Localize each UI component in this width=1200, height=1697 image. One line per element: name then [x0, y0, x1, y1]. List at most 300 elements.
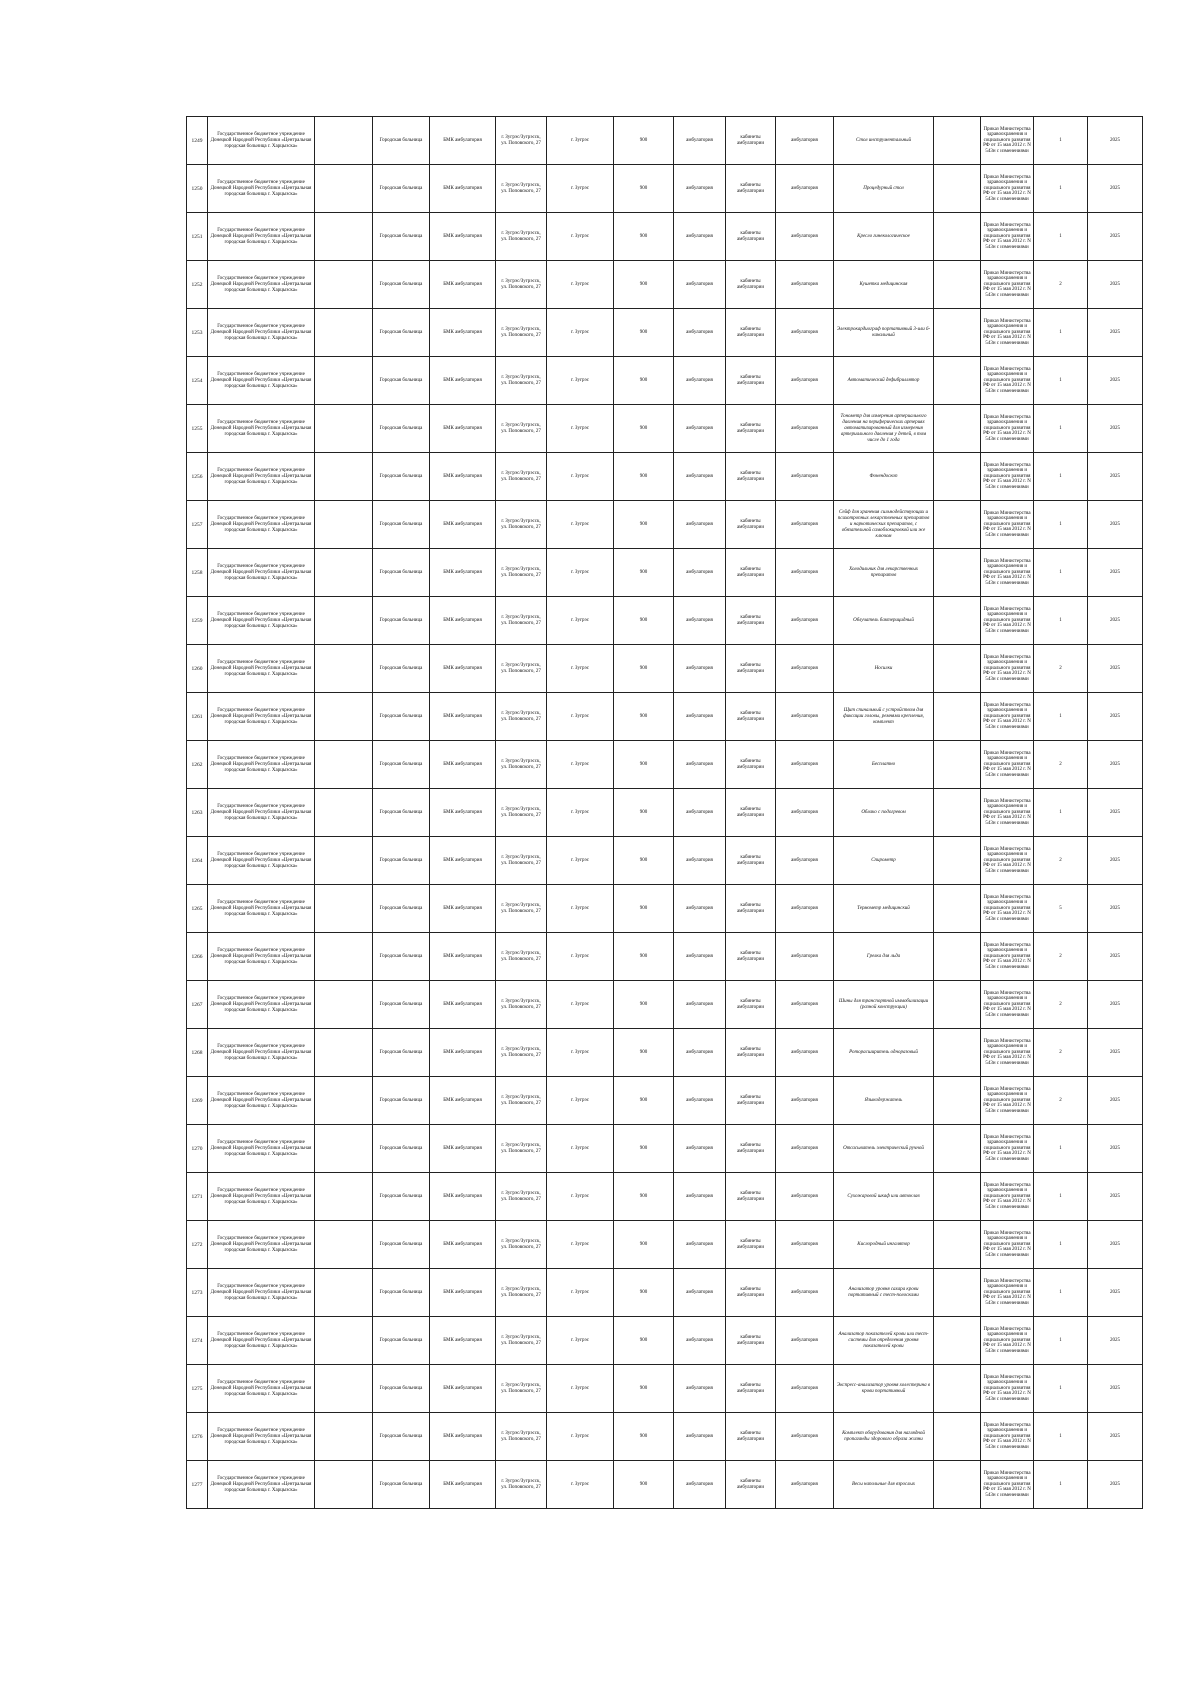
settlement-cell: г. Зугрэс	[547, 165, 614, 213]
institution-cell: Государственное бюджетное учреждение Донецкой Народной Республики «Центральная городская больница г. Харцызска»	[208, 645, 315, 693]
room-cell: кабинеты амбулатории	[726, 117, 776, 165]
table-row	[187, 213, 1143, 261]
table-row	[187, 1125, 1143, 1173]
empty-cell	[315, 1221, 373, 1269]
unit-cell: амбулатория	[674, 933, 726, 981]
department-cell: амбулатория	[776, 117, 834, 165]
facility-type-cell: Городская больница	[373, 405, 430, 453]
row-number-cell: 1254	[187, 357, 208, 405]
equipment-name-cell: Стол инструментальный	[834, 117, 934, 165]
empty-cell	[315, 1413, 373, 1461]
table-row	[187, 645, 1143, 693]
code-cell: 900	[614, 165, 674, 213]
room-cell: кабинеты амбулатории	[726, 1365, 776, 1413]
room-cell: кабинеты амбулатории	[726, 789, 776, 837]
room-cell: кабинеты амбулатории	[726, 309, 776, 357]
institution-cell: Государственное бюджетное учреждение Донецкой Народной Республики «Центральная городская больница г. Харцызска»	[208, 405, 315, 453]
institution-cell: Государственное бюджетное учреждение Донецкой Народной Республики «Центральная городская больница г. Харцызска»	[208, 357, 315, 405]
department-cell: амбулатория	[776, 789, 834, 837]
empty-cell	[934, 981, 981, 1029]
division-cell: БМК амбулатория	[430, 1125, 496, 1173]
settlement-cell: г. Зугрэс	[547, 1365, 614, 1413]
facility-type-cell: Городская больница	[373, 1269, 430, 1317]
row-number-cell: 1269	[187, 1077, 208, 1125]
unit-cell: амбулатория	[674, 1365, 726, 1413]
equipment-name-cell: Кислородный ингалятор	[834, 1221, 934, 1269]
unit-cell: амбулатория	[674, 549, 726, 597]
code-cell: 900	[614, 1269, 674, 1317]
settlement-cell: г. Зугрэс	[547, 1125, 614, 1173]
empty-cell	[934, 933, 981, 981]
institution-cell: Государственное бюджетное учреждение Донецкой Народной Республики «Центральная городская больница г. Харцызска»	[208, 885, 315, 933]
legal-basis-cell: Приказ Министерства здравоохранения и социального развития РФ от 15 мая 2012 г. N 543н с изменениями	[981, 405, 1034, 453]
legal-basis-cell: Приказ Министерства здравоохранения и социального развития РФ от 15 мая 2012 г. N 543н с изменениями	[981, 1461, 1034, 1509]
code-cell: 900	[614, 1413, 674, 1461]
empty-cell	[934, 405, 981, 453]
row-number-cell: 1261	[187, 693, 208, 741]
institution-cell: Государственное бюджетное учреждение Донецкой Народной Республики «Центральная городская больница г. Харцызска»	[208, 597, 315, 645]
quantity-cell: 1	[1034, 1173, 1088, 1221]
quantity-cell: 1	[1034, 501, 1088, 549]
department-cell: амбулатория	[776, 981, 834, 1029]
facility-type-cell: Городская больница	[373, 117, 430, 165]
room-cell: кабинеты амбулатории	[726, 165, 776, 213]
division-cell: БМК амбулатория	[430, 981, 496, 1029]
institution-cell: Государственное бюджетное учреждение Донецкой Народной Республики «Центральная городская больница г. Харцызска»	[208, 1461, 315, 1509]
equipment-name-cell: Фонендоскоп	[834, 453, 934, 501]
room-cell: кабинеты амбулатории	[726, 261, 776, 309]
quantity-cell: 2	[1034, 981, 1088, 1029]
division-cell: БМК амбулатория	[430, 549, 496, 597]
legal-basis-cell: Приказ Министерства здравоохранения и социального развития РФ от 15 мая 2012 г. N 543н с изменениями	[981, 117, 1034, 165]
row-number-cell: 1263	[187, 789, 208, 837]
facility-type-cell: Городская больница	[373, 645, 430, 693]
legal-basis-cell: Приказ Министерства здравоохранения и социального развития РФ от 15 мая 2012 г. N 543н с изменениями	[981, 213, 1034, 261]
room-cell: кабинеты амбулатории	[726, 741, 776, 789]
unit-cell: амбулатория	[674, 981, 726, 1029]
settlement-cell: г. Зугрэс	[547, 501, 614, 549]
room-cell: кабинеты амбулатории	[726, 1077, 776, 1125]
division-cell: БМК амбулатория	[430, 693, 496, 741]
code-cell: 900	[614, 597, 674, 645]
address-cell: г. Зугрэс/Зугрэсск, ул. Поповского, 27	[496, 453, 547, 501]
legal-basis-cell: Приказ Министерства здравоохранения и социального развития РФ от 15 мая 2012 г. N 543н с изменениями	[981, 981, 1034, 1029]
empty-cell	[315, 1269, 373, 1317]
settlement-cell: г. Зугрэс	[547, 837, 614, 885]
code-cell: 900	[614, 837, 674, 885]
division-cell: БМК амбулатория	[430, 597, 496, 645]
facility-type-cell: Городская больница	[373, 1077, 430, 1125]
settlement-cell: г. Зугрэс	[547, 789, 614, 837]
unit-cell: амбулатория	[674, 885, 726, 933]
table-row	[187, 885, 1143, 933]
table-row	[187, 1413, 1143, 1461]
unit-cell: амбулатория	[674, 837, 726, 885]
row-number-cell: 1251	[187, 213, 208, 261]
division-cell: БМК амбулатория	[430, 1173, 496, 1221]
division-cell: БМК амбулатория	[430, 357, 496, 405]
department-cell: амбулатория	[776, 837, 834, 885]
row-number-cell: 1276	[187, 1413, 208, 1461]
legal-basis-cell: Приказ Министерства здравоохранения и социального развития РФ от 15 мая 2012 г. N 543н с изменениями	[981, 1413, 1034, 1461]
department-cell: амбулатория	[776, 1029, 834, 1077]
year-cell: 2025	[1088, 1413, 1143, 1461]
equipment-name-cell: Спирометр	[834, 837, 934, 885]
empty-cell	[315, 1173, 373, 1221]
room-cell: кабинеты амбулатории	[726, 453, 776, 501]
empty-cell	[315, 453, 373, 501]
empty-cell	[315, 501, 373, 549]
table-row	[187, 1461, 1143, 1509]
division-cell: БМК амбулатория	[430, 789, 496, 837]
legal-basis-cell: Приказ Министерства здравоохранения и социального развития РФ от 15 мая 2012 г. N 543н с изменениями	[981, 1221, 1034, 1269]
empty-cell	[315, 1077, 373, 1125]
address-cell: г. Зугрэс/Зугрэсск, ул. Поповского, 27	[496, 1413, 547, 1461]
address-cell: г. Зугрэс/Зугрэсск, ул. Поповского, 27	[496, 405, 547, 453]
equipment-name-cell: Комплект оборудования для наглядной пропаганды здорового образа жизни	[834, 1413, 934, 1461]
table-body	[187, 117, 1143, 1509]
row-number-cell: 1257	[187, 501, 208, 549]
table-row	[187, 693, 1143, 741]
quantity-cell: 1	[1034, 1269, 1088, 1317]
room-cell: кабинеты амбулатории	[726, 933, 776, 981]
equipment-name-cell: Анализатор уровня сахара крови портативный с тест-полосками	[834, 1269, 934, 1317]
year-cell: 2025	[1088, 933, 1143, 981]
facility-type-cell: Городская больница	[373, 213, 430, 261]
quantity-cell: 1	[1034, 1365, 1088, 1413]
code-cell: 900	[614, 213, 674, 261]
empty-cell	[315, 1125, 373, 1173]
facility-type-cell: Городская больница	[373, 885, 430, 933]
empty-cell	[934, 1077, 981, 1125]
department-cell: амбулатория	[776, 165, 834, 213]
facility-type-cell: Городская больница	[373, 741, 430, 789]
division-cell: БМК амбулатория	[430, 645, 496, 693]
code-cell: 900	[614, 1317, 674, 1365]
empty-cell	[315, 837, 373, 885]
division-cell: БМК амбулатория	[430, 1461, 496, 1509]
department-cell: амбулатория	[776, 597, 834, 645]
settlement-cell: г. Зугрэс	[547, 213, 614, 261]
table-row	[187, 1221, 1143, 1269]
year-cell: 2025	[1088, 1317, 1143, 1365]
empty-cell	[934, 741, 981, 789]
code-cell: 900	[614, 645, 674, 693]
row-number-cell: 1258	[187, 549, 208, 597]
code-cell: 900	[614, 501, 674, 549]
year-cell: 2025	[1088, 117, 1143, 165]
unit-cell: амбулатория	[674, 309, 726, 357]
year-cell: 2025	[1088, 1173, 1143, 1221]
table-row	[187, 357, 1143, 405]
institution-cell: Государственное бюджетное учреждение Донецкой Народной Республики «Центральная городская больница г. Харцызска»	[208, 213, 315, 261]
settlement-cell: г. Зугрэс	[547, 933, 614, 981]
empty-cell	[315, 789, 373, 837]
equipment-name-cell: Анализатор показателей крови или тест-системы для определения уровня показателей крови	[834, 1317, 934, 1365]
facility-type-cell: Городская больница	[373, 501, 430, 549]
year-cell: 2025	[1088, 549, 1143, 597]
equipment-name-cell: Тонометр для измерения артериального давления на периферических артериях автоматизированный для измерения артериального давления у детей, в том числе до 1 года	[834, 405, 934, 453]
unit-cell: амбулатория	[674, 165, 726, 213]
empty-cell	[934, 1317, 981, 1365]
department-cell: амбулатория	[776, 1317, 834, 1365]
institution-cell: Государственное бюджетное учреждение Донецкой Народной Республики «Центральная городская больница г. Харцызска»	[208, 693, 315, 741]
room-cell: кабинеты амбулатории	[726, 1173, 776, 1221]
row-number-cell: 1255	[187, 405, 208, 453]
division-cell: БМК амбулатория	[430, 1077, 496, 1125]
legal-basis-cell: Приказ Министерства здравоохранения и социального развития РФ от 15 мая 2012 г. N 543н с изменениями	[981, 1029, 1034, 1077]
department-cell: амбулатория	[776, 261, 834, 309]
equipment-name-cell: Грелка для льда	[834, 933, 934, 981]
empty-cell	[934, 789, 981, 837]
facility-type-cell: Городская больница	[373, 693, 430, 741]
table-row	[187, 789, 1143, 837]
facility-type-cell: Городская больница	[373, 1125, 430, 1173]
unit-cell: амбулатория	[674, 1125, 726, 1173]
department-cell: амбулатория	[776, 1365, 834, 1413]
unit-cell: амбулатория	[674, 741, 726, 789]
equipment-name-cell: Облучатель бактерицидный	[834, 597, 934, 645]
empty-cell	[934, 1269, 981, 1317]
department-cell: амбулатория	[776, 309, 834, 357]
institution-cell: Государственное бюджетное учреждение Донецкой Народной Республики «Центральная городская больница г. Харцызска»	[208, 1221, 315, 1269]
empty-cell	[934, 453, 981, 501]
empty-cell	[315, 693, 373, 741]
facility-type-cell: Городская больница	[373, 1461, 430, 1509]
legal-basis-cell: Приказ Министерства здравоохранения и социального развития РФ от 15 мая 2012 г. N 543н с изменениями	[981, 165, 1034, 213]
quantity-cell: 1	[1034, 117, 1088, 165]
empty-cell	[315, 1365, 373, 1413]
institution-cell: Государственное бюджетное учреждение Донецкой Народной Республики «Центральная городская больница г. Харцызска»	[208, 261, 315, 309]
equipment-name-cell: Языкодержатель	[834, 1077, 934, 1125]
legal-basis-cell: Приказ Министерства здравоохранения и социального развития РФ от 15 мая 2012 г. N 543н с изменениями	[981, 309, 1034, 357]
empty-cell	[934, 693, 981, 741]
address-cell: г. Зугрэс/Зугрэсск, ул. Поповского, 27	[496, 1269, 547, 1317]
equipment-name-cell: Автоматический дефибриллятор	[834, 357, 934, 405]
row-number-cell: 1253	[187, 309, 208, 357]
facility-type-cell: Городская больница	[373, 1317, 430, 1365]
legal-basis-cell: Приказ Министерства здравоохранения и социального развития РФ от 15 мая 2012 г. N 543н с изменениями	[981, 789, 1034, 837]
unit-cell: амбулатория	[674, 213, 726, 261]
year-cell: 2025	[1088, 1029, 1143, 1077]
unit-cell: амбулатория	[674, 1173, 726, 1221]
equipment-table-sheet	[186, 116, 1143, 1509]
year-cell: 2025	[1088, 1077, 1143, 1125]
room-cell: кабинеты амбулатории	[726, 837, 776, 885]
equipment-table	[186, 116, 1143, 1509]
empty-cell	[315, 645, 373, 693]
row-number-cell: 1274	[187, 1317, 208, 1365]
room-cell: кабинеты амбулатории	[726, 1317, 776, 1365]
empty-cell	[934, 1365, 981, 1413]
equipment-name-cell: Кушетка медицинская	[834, 261, 934, 309]
year-cell: 2025	[1088, 741, 1143, 789]
quantity-cell: 2	[1034, 645, 1088, 693]
address-cell: г. Зугрэс/Зугрэсск, ул. Поповского, 27	[496, 789, 547, 837]
code-cell: 900	[614, 1029, 674, 1077]
address-cell: г. Зугрэс/Зугрэсск, ул. Поповского, 27	[496, 261, 547, 309]
address-cell: г. Зугрэс/Зугрэсск, ул. Поповского, 27	[496, 1029, 547, 1077]
address-cell: г. Зугрэс/Зугрэсск, ул. Поповского, 27	[496, 885, 547, 933]
legal-basis-cell: Приказ Министерства здравоохранения и социального развития РФ от 15 мая 2012 г. N 543н с изменениями	[981, 453, 1034, 501]
room-cell: кабинеты амбулатории	[726, 357, 776, 405]
institution-cell: Государственное бюджетное учреждение Донецкой Народной Республики «Центральная городская больница г. Харцызска»	[208, 501, 315, 549]
legal-basis-cell: Приказ Министерства здравоохранения и социального развития РФ от 15 мая 2012 г. N 543н с изменениями	[981, 693, 1034, 741]
facility-type-cell: Городская больница	[373, 837, 430, 885]
table-row	[187, 453, 1143, 501]
facility-type-cell: Городская больница	[373, 981, 430, 1029]
empty-cell	[934, 357, 981, 405]
address-cell: г. Зугрэс/Зугрэсск, ул. Поповского, 27	[496, 741, 547, 789]
department-cell: амбулатория	[776, 693, 834, 741]
settlement-cell: г. Зугрэс	[547, 1029, 614, 1077]
row-number-cell: 1273	[187, 1269, 208, 1317]
empty-cell	[934, 1461, 981, 1509]
code-cell: 900	[614, 261, 674, 309]
address-cell: г. Зугрэс/Зугрэсск, ул. Поповского, 27	[496, 1317, 547, 1365]
code-cell: 900	[614, 1077, 674, 1125]
department-cell: амбулатория	[776, 1125, 834, 1173]
address-cell: г. Зугрэс/Зугрэсск, ул. Поповского, 27	[496, 837, 547, 885]
address-cell: г. Зугрэс/Зугрэсск, ул. Поповского, 27	[496, 309, 547, 357]
facility-type-cell: Городская больница	[373, 453, 430, 501]
quantity-cell: 1	[1034, 309, 1088, 357]
table-row	[187, 165, 1143, 213]
empty-cell	[315, 885, 373, 933]
division-cell: БМК амбулатория	[430, 885, 496, 933]
facility-type-cell: Городская больница	[373, 1221, 430, 1269]
settlement-cell: г. Зугрэс	[547, 117, 614, 165]
row-number-cell: 1277	[187, 1461, 208, 1509]
facility-type-cell: Городская больница	[373, 933, 430, 981]
empty-cell	[934, 885, 981, 933]
settlement-cell: г. Зугрэс	[547, 741, 614, 789]
quantity-cell: 1	[1034, 357, 1088, 405]
code-cell: 900	[614, 1173, 674, 1221]
empty-cell	[315, 1461, 373, 1509]
quantity-cell: 1	[1034, 789, 1088, 837]
settlement-cell: г. Зугрэс	[547, 981, 614, 1029]
department-cell: амбулатория	[776, 645, 834, 693]
room-cell: кабинеты амбулатории	[726, 597, 776, 645]
department-cell: амбулатория	[776, 501, 834, 549]
row-number-cell: 1266	[187, 933, 208, 981]
equipment-name-cell: Холодильник для лекарственных препаратов	[834, 549, 934, 597]
address-cell: г. Зугрэс/Зугрэсск, ул. Поповского, 27	[496, 357, 547, 405]
room-cell: кабинеты амбулатории	[726, 405, 776, 453]
table-row	[187, 309, 1143, 357]
address-cell: г. Зугрэс/Зугрэсск, ул. Поповского, 27	[496, 1173, 547, 1221]
address-cell: г. Зугрэс/Зугрэсск, ул. Поповского, 27	[496, 645, 547, 693]
department-cell: амбулатория	[776, 1173, 834, 1221]
empty-cell	[315, 405, 373, 453]
empty-cell	[934, 549, 981, 597]
address-cell: г. Зугрэс/Зугрэсск, ул. Поповского, 27	[496, 165, 547, 213]
equipment-name-cell: Облако с подогревом	[834, 789, 934, 837]
quantity-cell: 5	[1034, 885, 1088, 933]
unit-cell: амбулатория	[674, 1413, 726, 1461]
unit-cell: амбулатория	[674, 693, 726, 741]
division-cell: БМК амбулатория	[430, 501, 496, 549]
institution-cell: Государственное бюджетное учреждение Донецкой Народной Республики «Центральная городская больница г. Харцызска»	[208, 741, 315, 789]
table-row	[187, 981, 1143, 1029]
quantity-cell: 2	[1034, 261, 1088, 309]
quantity-cell: 1	[1034, 1317, 1088, 1365]
settlement-cell: г. Зугрэс	[547, 453, 614, 501]
row-number-cell: 1268	[187, 1029, 208, 1077]
equipment-name-cell: Процедурный стол	[834, 165, 934, 213]
quantity-cell: 1	[1034, 213, 1088, 261]
room-cell: кабинеты амбулатории	[726, 1125, 776, 1173]
empty-cell	[315, 549, 373, 597]
legal-basis-cell: Приказ Министерства здравоохранения и социального развития РФ от 15 мая 2012 г. N 543н с изменениями	[981, 549, 1034, 597]
code-cell: 900	[614, 789, 674, 837]
department-cell: амбулатория	[776, 405, 834, 453]
year-cell: 2025	[1088, 453, 1143, 501]
institution-cell: Государственное бюджетное учреждение Донецкой Народной Республики «Центральная городская больница г. Харцызска»	[208, 1413, 315, 1461]
facility-type-cell: Городская больница	[373, 597, 430, 645]
unit-cell: амбулатория	[674, 789, 726, 837]
table-row	[187, 549, 1143, 597]
empty-cell	[934, 1173, 981, 1221]
equipment-name-cell: Электрокардиограф портативный 3-или 6-канальный	[834, 309, 934, 357]
unit-cell: амбулатория	[674, 357, 726, 405]
department-cell: амбулатория	[776, 885, 834, 933]
division-cell: БМК амбулатория	[430, 1029, 496, 1077]
settlement-cell: г. Зугрэс	[547, 645, 614, 693]
empty-cell	[934, 1125, 981, 1173]
year-cell: 2025	[1088, 981, 1143, 1029]
year-cell: 2025	[1088, 693, 1143, 741]
year-cell: 2025	[1088, 501, 1143, 549]
division-cell: БМК амбулатория	[430, 1221, 496, 1269]
code-cell: 900	[614, 933, 674, 981]
institution-cell: Государственное бюджетное учреждение Донецкой Народной Республики «Центральная городская больница г. Харцызска»	[208, 453, 315, 501]
empty-cell	[315, 357, 373, 405]
room-cell: кабинеты амбулатории	[726, 1029, 776, 1077]
table-row	[187, 1365, 1143, 1413]
empty-cell	[934, 309, 981, 357]
room-cell: кабинеты амбулатории	[726, 1221, 776, 1269]
department-cell: амбулатория	[776, 357, 834, 405]
address-cell: г. Зугрэс/Зугрэсск, ул. Поповского, 27	[496, 1461, 547, 1509]
row-number-cell: 1260	[187, 645, 208, 693]
row-number-cell: 1267	[187, 981, 208, 1029]
institution-cell: Государственное бюджетное учреждение Донецкой Народной Республики «Центральная городская больница г. Харцызска»	[208, 837, 315, 885]
equipment-name-cell: Экспресс-анализатор уровня холестерина в крови портативный	[834, 1365, 934, 1413]
empty-cell	[315, 981, 373, 1029]
address-cell: г. Зугрэс/Зугрэсск, ул. Поповского, 27	[496, 693, 547, 741]
address-cell: г. Зугрэс/Зугрэсск, ул. Поповского, 27	[496, 117, 547, 165]
legal-basis-cell: Приказ Министерства здравоохранения и социального развития РФ от 15 мая 2012 г. N 543н с изменениями	[981, 597, 1034, 645]
quantity-cell: 1	[1034, 405, 1088, 453]
table-row	[187, 261, 1143, 309]
equipment-name-cell: Бесплатно	[834, 741, 934, 789]
legal-basis-cell: Приказ Министерства здравоохранения и социального развития РФ от 15 мая 2012 г. N 543н с изменениями	[981, 933, 1034, 981]
row-number-cell: 1249	[187, 117, 208, 165]
unit-cell: амбулатория	[674, 645, 726, 693]
empty-cell	[315, 165, 373, 213]
division-cell: БМК амбулатория	[430, 1365, 496, 1413]
equipment-name-cell: Щит спинальный с устройством для фиксации головы, ремнями крепления, комплект	[834, 693, 934, 741]
empty-cell	[934, 1413, 981, 1461]
division-cell: БМК амбулатория	[430, 933, 496, 981]
year-cell: 2025	[1088, 645, 1143, 693]
year-cell: 2025	[1088, 261, 1143, 309]
unit-cell: амбулатория	[674, 453, 726, 501]
table-row	[187, 837, 1143, 885]
code-cell: 900	[614, 981, 674, 1029]
